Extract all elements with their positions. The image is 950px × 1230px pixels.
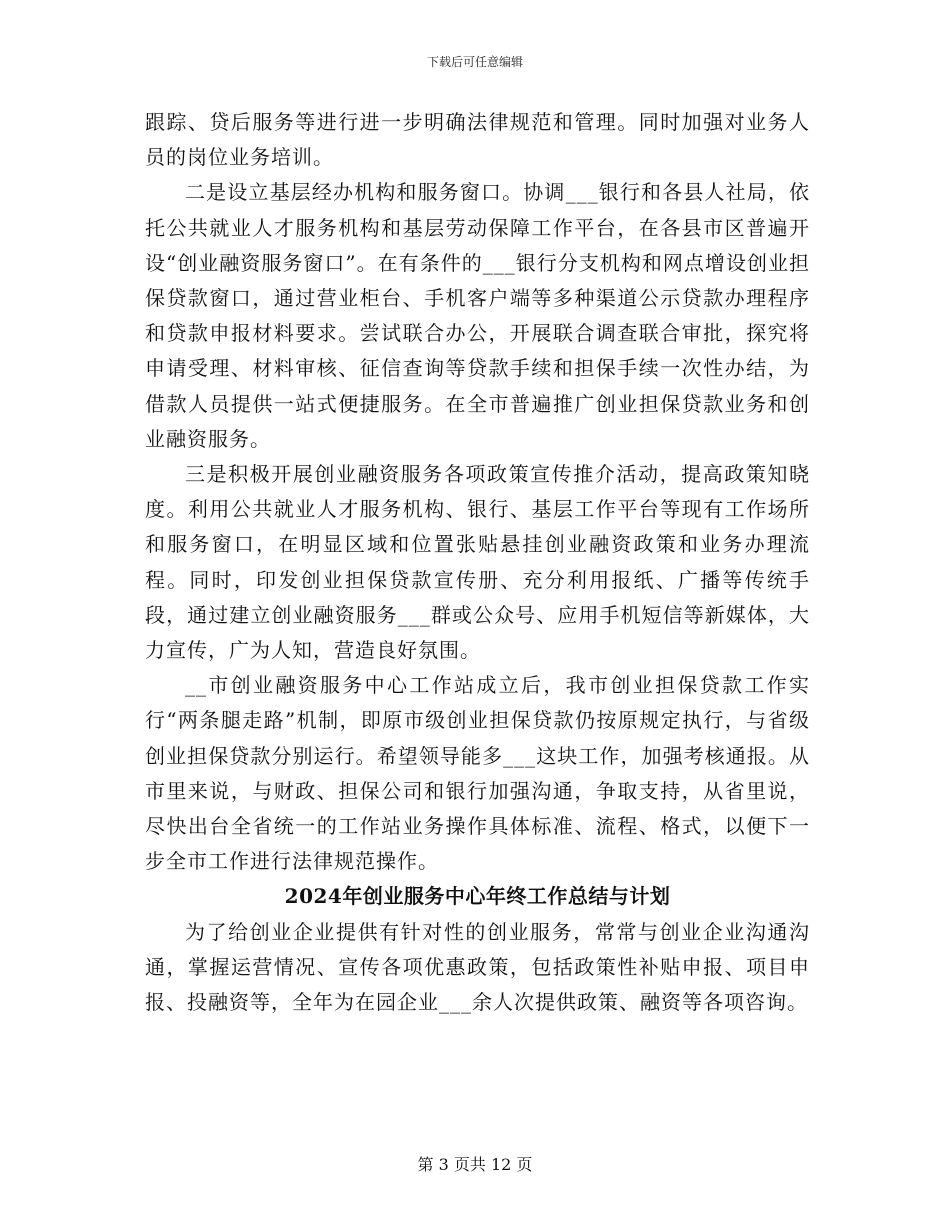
page-header: 下载后可任意编辑 xyxy=(426,55,523,69)
paragraph-summary: 为了给创业企业提供有针对性的创业服务，常常与创业企业沟通沟通，掌握运营情况、宣传各项优惠政策，包括政策性补贴申报、项目申报、投融资等，全年为在园企业___余人次提供政策、融资等各项咨询。 xyxy=(145,919,810,1015)
section-title: 2024年创业服务中心年终工作总结与计划 xyxy=(284,884,671,909)
paragraph-workstation: __市创业融资服务中心工作站成立后，我市创业担保贷款工作实行“两条腿走路”机制，即原市级创业担保贷款仍按原规定执行，与省级创业担保贷款分别运行。希望领导能多___这块工作，加强考核通报。从市里来说，与财政、担保公司和银行加强沟通，争取支持，从省里说，尽快出台全省统一的工作站业务操作具体标准、流程、格式，以便下一步全市工作进行法律规范操作。 xyxy=(145,673,810,874)
document-body xyxy=(145,105,810,1020)
paragraph-continuation: 跟踪、贷后服务等进行进一步明确法律规范和管理。同时加强对业务人员的岗位业务培训。 xyxy=(145,110,810,170)
paragraph-service-windows: 二是设立基层经办机构和服务窗口。协调___银行和各县人社局，依托公共就业人才服务机构和基层劳动保障工作平台，在各县市区普遍开设“创业融资服务窗口”。在有条件的___银行分支机构和网点增设创业担保贷款窗口，通过营业柜台、手机客户端等多种渠道公示贷款办理程序和贷款申报材料要求。尝试联合办公，开展联合调查联合审批，探究将申请受理、材料审核、征信查询等贷款手续和担保手续一次性办结，为借款人员提供一站式便捷服务。在全市普遍推广创业担保贷款业务和创业融资服务。 xyxy=(145,180,810,451)
page-number: 第 3 页共 12 页 xyxy=(417,1155,533,1174)
paragraph-policy-promotion: 三是积极开展创业融资服务各项政策宣传推介活动，提高政策知晓度。利用公共就业人才服务机构、银行、基层工作平台等现有工作场所和服务窗口，在明显区域和位置张贴悬挂创业融资政策和业务办理流程。同时，印发创业担保贷款宣传册、充分利用报纸、广播等传统手段，通过建立创业融资服务___群或公众号、应用手机短信等新媒体，大力宣传，广为人知，营造良好氛围。 xyxy=(145,462,810,663)
